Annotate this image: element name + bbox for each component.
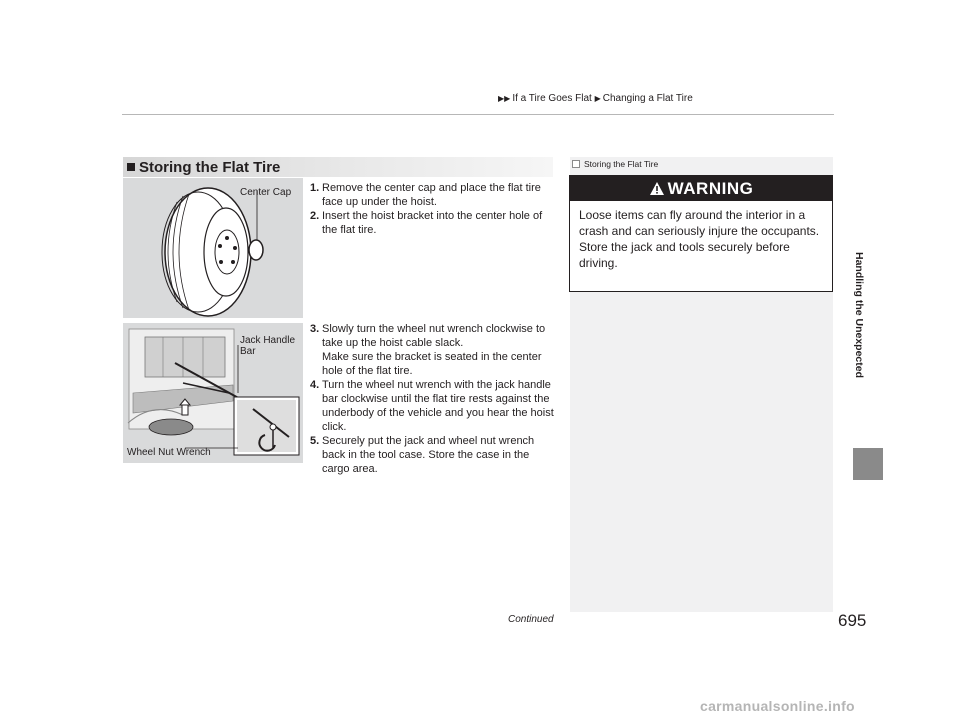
step-text: Turn the wheel nut wrench with the jack handle bar clockwise until the flat tire rests against the underbody of the vehicle and you hear the hoist click. — [322, 379, 554, 433]
continued-label: Continued — [508, 614, 554, 625]
chapter-tab-label[interactable]: Handling the Unexpected — [853, 251, 865, 378]
tire-illustration — [123, 178, 303, 318]
breadcrumb-item[interactable]: Changing a Flat Tire — [602, 93, 693, 104]
step-text: Securely put the jack and wheel nut wrench back in the tool case. Store the case in the cargo area. — [322, 435, 535, 475]
note-heading-text: Storing the Flat Tire — [584, 159, 659, 169]
warning-box — [569, 175, 833, 292]
list-item — [310, 209, 555, 237]
warning-text — [579, 207, 829, 271]
warning-text-line: Store the jack and tools securely before driving. — [579, 240, 790, 270]
section-header — [123, 157, 553, 177]
breadcrumb — [498, 93, 693, 104]
note-heading — [572, 159, 658, 169]
step-text: Slowly turn the wheel nut wrench clockwise to take up the hoist cable slack. — [322, 323, 546, 349]
header-divider — [122, 114, 834, 115]
step-number: 5. — [310, 435, 320, 447]
step-number: 4. — [310, 379, 320, 391]
instructions-part-1 — [310, 181, 555, 237]
breadcrumb-item[interactable]: If a Tire Goes Flat — [512, 93, 592, 104]
breadcrumb-arrow-icon: ▶▶ — [498, 94, 511, 103]
note-reference-icon — [572, 160, 580, 168]
center-cap-callout: Center Cap — [240, 187, 292, 198]
jack-handle-bar-callout: Jack Handle Bar — [240, 335, 296, 357]
warning-triangle-icon — [649, 181, 665, 196]
warning-text-line: Loose items can fly around the interior in a crash and can seriously injure the occupants. — [579, 208, 820, 238]
tire-drawing — [123, 178, 303, 318]
warning-label: WARNING — [667, 178, 754, 198]
step-text: Remove the center cap and place the flat tire face up under the hoist. — [322, 182, 541, 208]
step-text: Insert the hoist bracket into the center hole of the flat tire. — [322, 210, 543, 236]
section-title: Storing the Flat Tire — [139, 158, 281, 176]
section-square-icon — [127, 163, 135, 171]
list-item — [310, 322, 555, 350]
instructions-part-2 — [310, 322, 555, 476]
step-number: 2. — [310, 210, 320, 222]
hoist-illustration — [123, 323, 303, 463]
wheel-nut-wrench-callout: Wheel Nut Wrench — [127, 447, 211, 458]
watermark: carmanualsonline.info — [700, 698, 855, 714]
list-item — [310, 378, 555, 434]
step-number: 1. — [310, 182, 320, 194]
chapter-tab-marker — [853, 448, 883, 480]
warning-banner — [570, 176, 832, 201]
page-number: 695 — [838, 611, 867, 630]
step-number: 3. — [310, 323, 320, 335]
list-item — [310, 181, 555, 209]
step-subtext: Make sure the bracket is seated in the center hole of the flat tire. — [322, 351, 542, 377]
breadcrumb-arrow-icon: ▶ — [594, 94, 601, 103]
list-item — [310, 434, 555, 476]
